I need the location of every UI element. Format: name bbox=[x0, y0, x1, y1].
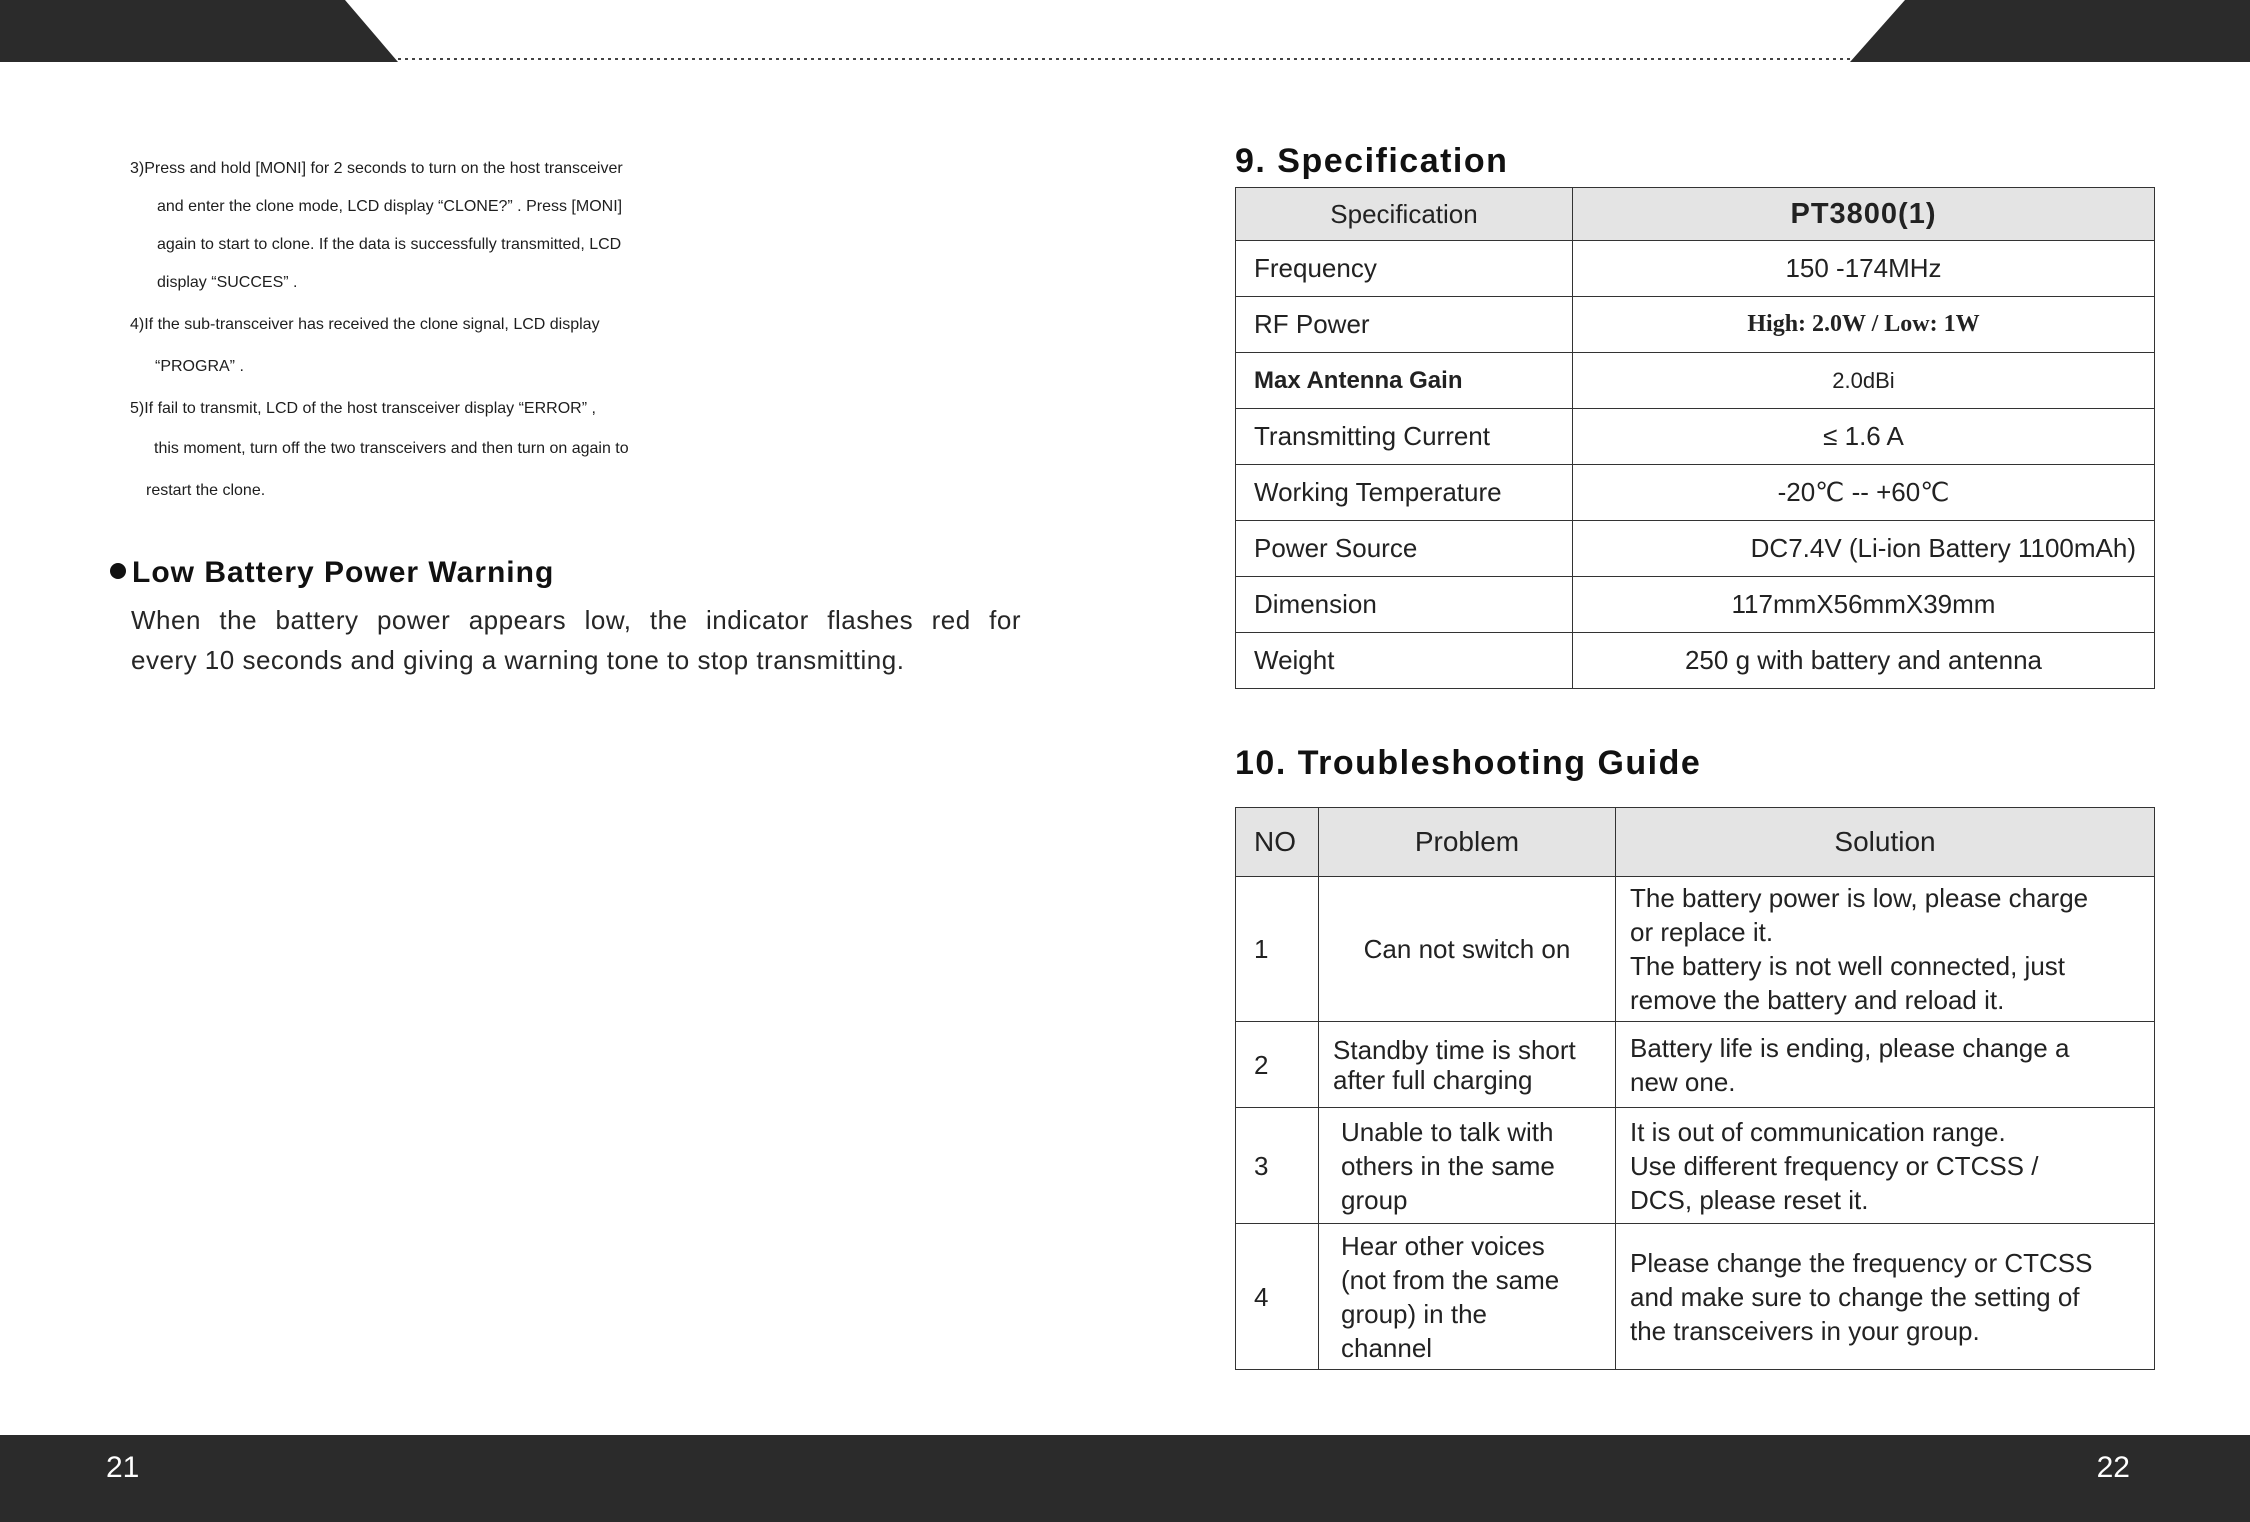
page-number-right: 22 bbox=[2096, 1451, 2130, 1484]
trouble-solution bbox=[1616, 877, 2155, 1022]
clone-step-line: 5)If fail to transmit, LCD of the host transceiver display “ERROR” , bbox=[130, 400, 596, 417]
trouble-header-solution: Solution bbox=[1616, 808, 2155, 877]
problem-line: channel bbox=[1341, 1332, 1433, 1363]
trouble-no: 3 bbox=[1236, 1108, 1319, 1224]
problem-line: group) in the bbox=[1341, 1298, 1487, 1329]
problem-line: group bbox=[1341, 1184, 1408, 1215]
spec-row bbox=[1236, 521, 2155, 577]
spec-label: Dimension bbox=[1236, 577, 1573, 633]
clone-step-line: 3)Press and hold [MONI] for 2 seconds to turn on the host transceiver bbox=[130, 160, 623, 177]
trouble-header-problem: Problem bbox=[1319, 808, 1616, 877]
solution-line: and make sure to change the setting of bbox=[1630, 1281, 2080, 1312]
trouble-solution bbox=[1616, 1108, 2155, 1224]
trouble-problem: Can not switch on bbox=[1319, 877, 1616, 1022]
trouble-no: 2 bbox=[1236, 1022, 1319, 1108]
spec-row bbox=[1236, 465, 2155, 521]
low-battery-text-line1: When the battery power appears low, the indicator flashes red for bbox=[131, 605, 1021, 635]
spec-row bbox=[1236, 241, 2155, 297]
spec-row bbox=[1236, 633, 2155, 689]
spec-label: Frequency bbox=[1236, 241, 1573, 297]
specification-table bbox=[1235, 187, 2155, 689]
trouble-header-no: NO bbox=[1236, 808, 1319, 877]
solution-line: It is out of communication range. bbox=[1630, 1116, 2006, 1147]
troubleshooting-heading: 10. Troubleshooting Guide bbox=[1235, 744, 1702, 782]
spec-value: 2.0dBi bbox=[1573, 353, 2155, 409]
solution-line: the transceivers in your group. bbox=[1630, 1315, 1980, 1346]
trouble-problem bbox=[1319, 1224, 1616, 1370]
spec-header-row bbox=[1236, 188, 2155, 241]
solution-line: or replace it. bbox=[1630, 917, 1774, 947]
spec-label: Power Source bbox=[1236, 521, 1573, 577]
spec-value: 117mmX56mmX39mm bbox=[1573, 577, 2155, 633]
clone-step-line: and enter the clone mode, LCD display “CLONE?” . Press [MONI] bbox=[157, 198, 623, 215]
footer-bar bbox=[0, 1435, 2250, 1522]
spec-row bbox=[1236, 353, 2155, 409]
spec-value: ≤ 1.6 A bbox=[1573, 409, 2155, 465]
problem-line: after full charging bbox=[1333, 1064, 1533, 1095]
clone-step-line: “PROGRA” . bbox=[155, 358, 244, 375]
problem-line: others in the same bbox=[1341, 1150, 1555, 1181]
low-battery-heading bbox=[110, 556, 554, 590]
spec-row bbox=[1236, 409, 2155, 465]
bullet-icon bbox=[110, 563, 126, 579]
problem-line: (not from the same bbox=[1341, 1264, 1560, 1295]
troubleshooting-table bbox=[1235, 807, 2155, 1370]
solution-line: The battery is not well connected, just bbox=[1630, 951, 2066, 981]
problem-line: Hear other voices bbox=[1341, 1230, 1545, 1261]
solution-line: remove the battery and reload it. bbox=[1630, 985, 2005, 1015]
problem-line: Unable to talk with bbox=[1341, 1116, 1554, 1147]
clone-step-line: this moment, turn off the two transceivers and then turn on again to bbox=[154, 440, 629, 457]
spec-value: High: 2.0W / Low: 1W bbox=[1573, 297, 2155, 353]
spec-value: -20℃ -- +60℃ bbox=[1573, 465, 2155, 521]
spec-label: Max Antenna Gain bbox=[1236, 353, 1573, 409]
low-battery-text-line2: every 10 seconds and giving a warning tone to stop transmitting. bbox=[131, 645, 905, 675]
trouble-header-row bbox=[1236, 808, 2155, 877]
solution-line: Please change the frequency or CTCSS bbox=[1630, 1247, 2093, 1278]
clone-step-line: display “SUCCES” . bbox=[157, 274, 298, 291]
low-battery-title: Low Battery Power Warning bbox=[132, 556, 555, 589]
trouble-row bbox=[1236, 1224, 2155, 1370]
clone-step-line: restart the clone. bbox=[146, 482, 266, 499]
trouble-solution bbox=[1616, 1224, 2155, 1370]
spec-row bbox=[1236, 577, 2155, 633]
spec-header-label: Specification bbox=[1236, 188, 1573, 241]
clone-step-line: 4)If the sub-transceiver has received the clone signal, LCD display bbox=[130, 316, 600, 333]
spec-header-model: PT3800(1) bbox=[1573, 188, 2155, 241]
solution-line: DCS, please reset it. bbox=[1630, 1184, 1869, 1215]
solution-line: Use different frequency or CTCSS / bbox=[1630, 1150, 2039, 1181]
page-number-left: 21 bbox=[106, 1451, 140, 1484]
top-header-bar bbox=[0, 0, 2250, 62]
trouble-row bbox=[1236, 1108, 2155, 1224]
solution-line: The battery power is low, please charge bbox=[1630, 883, 2089, 913]
trouble-row bbox=[1236, 877, 2155, 1022]
spec-label: Weight bbox=[1236, 633, 1573, 689]
specification-heading: 9. Specification bbox=[1235, 142, 1509, 180]
spec-label: RF Power bbox=[1236, 297, 1573, 353]
spec-label: Working Temperature bbox=[1236, 465, 1573, 521]
spec-value: DC7.4V (Li-ion Battery 1100mAh) bbox=[1573, 521, 2155, 577]
trouble-solution bbox=[1616, 1022, 2155, 1108]
solution-line: Battery life is ending, please change a bbox=[1630, 1032, 2070, 1063]
trouble-no: 4 bbox=[1236, 1224, 1319, 1370]
trouble-row bbox=[1236, 1022, 2155, 1108]
problem-line: Standby time is short bbox=[1333, 1034, 1576, 1065]
spec-value: 250 g with battery and antenna bbox=[1573, 633, 2155, 689]
spec-value: 150 -174MHz bbox=[1573, 241, 2155, 297]
clone-step-line: again to start to clone. If the data is successfully transmitted, LCD bbox=[157, 236, 622, 253]
trouble-problem bbox=[1319, 1108, 1616, 1224]
trouble-no: 1 bbox=[1236, 877, 1319, 1022]
spec-label: Transmitting Current bbox=[1236, 409, 1573, 465]
trouble-problem bbox=[1319, 1022, 1616, 1108]
spec-row bbox=[1236, 297, 2155, 353]
solution-line: new one. bbox=[1630, 1066, 1736, 1097]
